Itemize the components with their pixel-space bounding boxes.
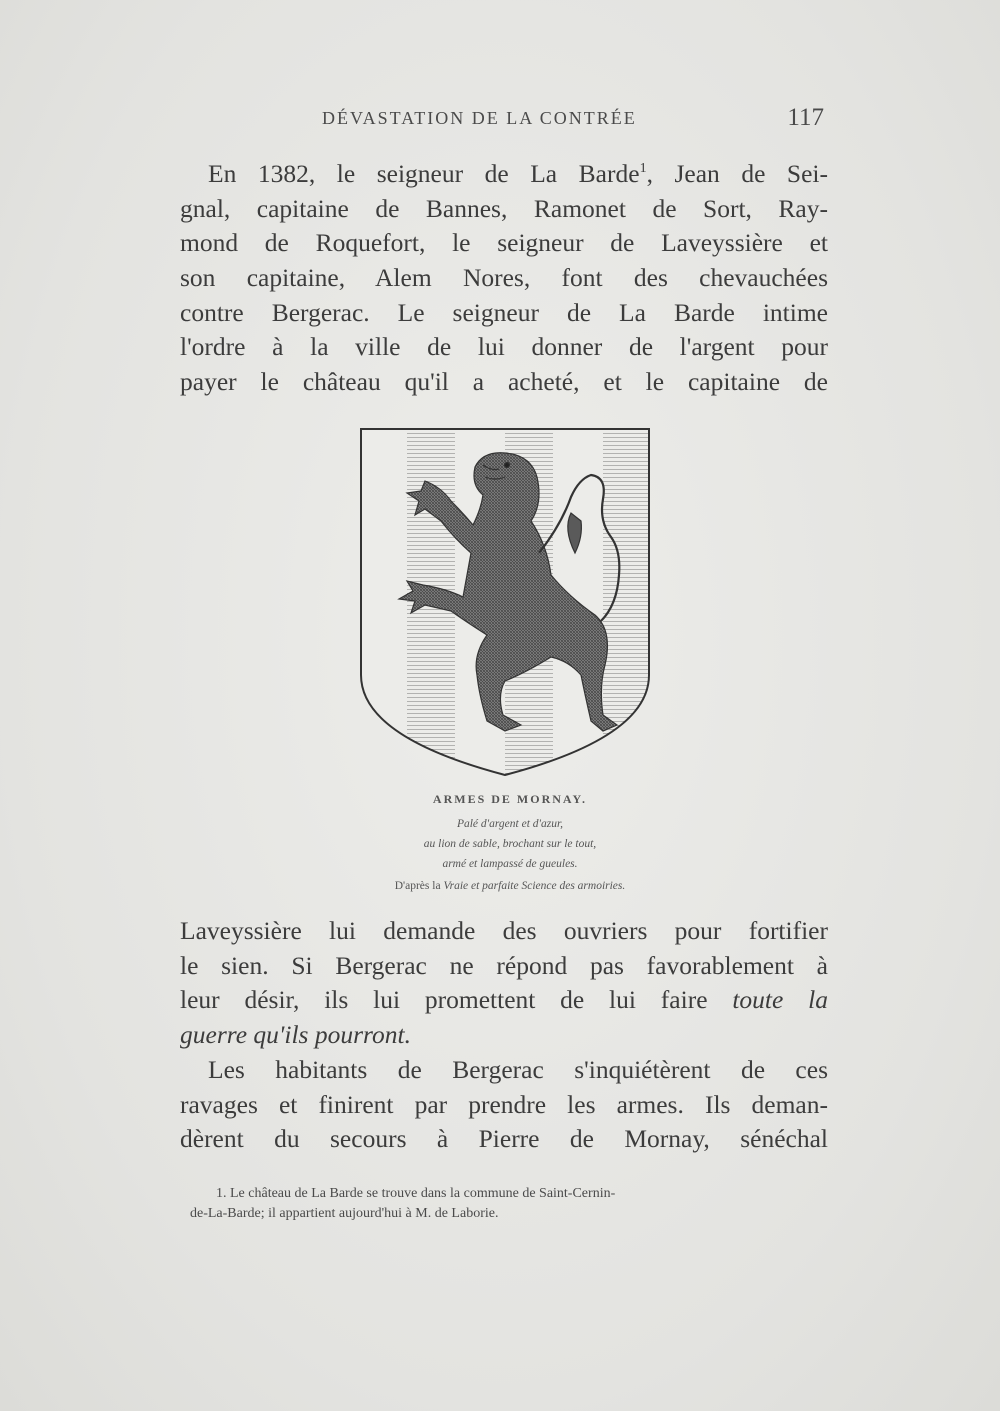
text-line: l'ordre à la ville de lui donner de l'argent pour [180,332,828,362]
figure-source: D'après la Vraie et parfaite Science des armoiries. [394,880,626,892]
text-line [180,1018,828,1053]
figure-blazon-line: au lion de sable, brochant sur le tout, [423,838,597,850]
figure-blazon-line: armé et lampassé de gueules. [442,858,578,870]
footnote-marker[interactable]: 1 [639,161,647,176]
italic-phrase: guerre qu'ils pourront. [180,1020,411,1050]
paragraph-3 [180,1053,828,1157]
text-line: gnal, capitaine de Bannes, Ramonet de Sort, Ray- [180,193,828,223]
text-line: leur désir, ils lui promettent de lui faire toute la [180,985,828,1015]
figure-source-title: Vraie et parfaite Science des armoiries. [443,880,626,892]
paragraph-1 [180,157,828,400]
text-line: contre Bergerac. Le seigneur de La Barde intime [180,297,828,327]
figure-title: ARMES DE MORNAY. [432,792,588,806]
text-line: ravages et finirent par prendre les armes. Ils deman- [180,1089,828,1119]
figure-blazon-line: Palé d'argent et d'azur, [456,818,564,830]
footnote-line: de-La-Barde; il appartient aujourd'hui à M. de Laborie. [190,1206,499,1221]
paragraph-2 [180,914,828,1053]
page-header [180,106,828,136]
page-number: 117 [787,104,824,131]
text-line: mond de Roquefort, le seigneur de Laveyssière et [180,228,828,258]
text-line: En 1382, le seigneur de La Barde$^1$, Jean de Sei- [208,159,828,188]
footnote-line: 1. Le château de La Barde se trouve dans la commune de Saint-Cernin- [216,1186,616,1201]
running-head: DÉVASTATION DE LA CONTRÉE [322,108,637,128]
text-line: dèrent du secours à Pierre de Mornay, sénéchal [180,1124,828,1154]
text-line: le sien. Si Bergerac ne répond pas favorablement à [180,950,828,980]
footnote [190,1184,828,1224]
italic-phrase: toute la [732,985,828,1015]
text-line: Les habitants de Bergerac s'inquiétèrent de ces [208,1055,828,1084]
text-line: Laveyssière lui demande des ouvriers pour fortifier [180,916,828,945]
text-line: payer le château qu'il a acheté, et le capitaine de [180,367,828,397]
coat-of-arms-figure [355,425,655,780]
coat-of-arms-icon [355,425,655,780]
text-line: son capitaine, Alem Nores, font des chevauchées [180,263,828,293]
